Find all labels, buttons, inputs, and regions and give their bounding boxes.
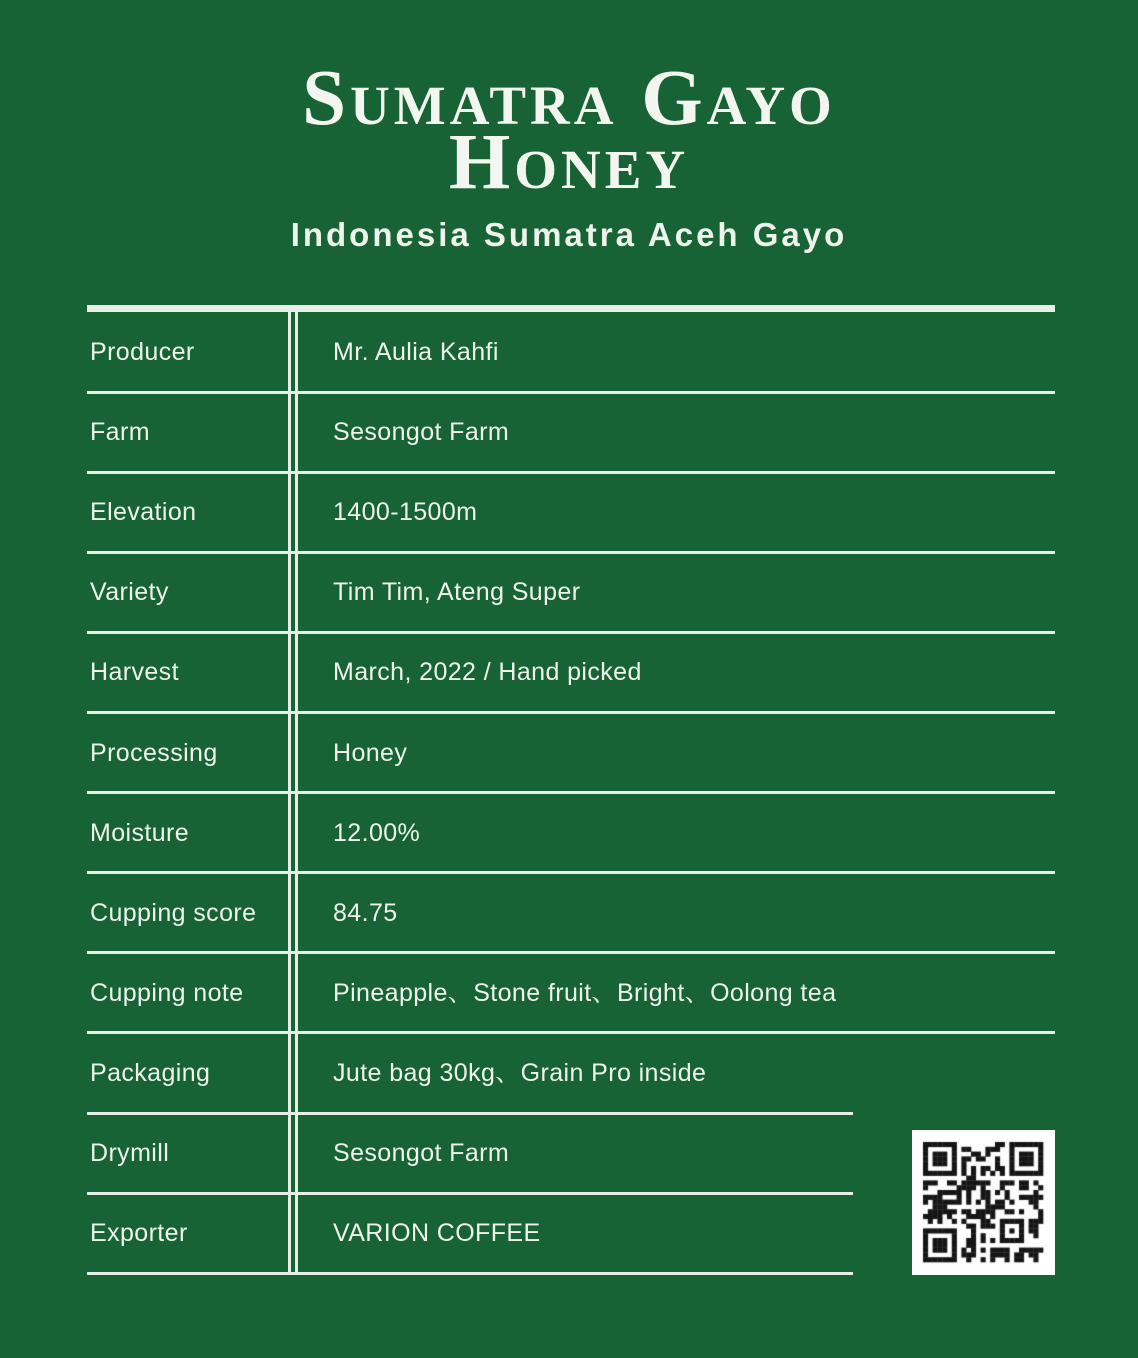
row-value: Mr. Aulia Kahfi: [333, 338, 499, 366]
page-subtitle: Indonesia Sumatra Aceh Gayo: [290, 216, 848, 253]
row-label: Cupping score: [90, 899, 257, 927]
row-label: Cupping note: [90, 979, 244, 1007]
page-title-line1: Sumatra Gayo: [302, 55, 836, 142]
row-label: Elevation: [90, 498, 197, 526]
row-value: Honey: [333, 739, 408, 767]
table-row: [0, 953, 1138, 1033]
row-label: Harvest: [90, 658, 179, 686]
row-value: Tim Tim, Ateng Super: [333, 578, 581, 606]
row-value: VARION COFFEE: [333, 1219, 541, 1247]
row-label: Drymill: [90, 1139, 170, 1167]
table-row: [0, 552, 1138, 632]
table-row: [0, 472, 1138, 552]
table-row: [0, 713, 1138, 793]
table-row: [0, 392, 1138, 472]
row-value: Sesongot Farm: [333, 418, 510, 446]
row-value: 84.75: [333, 899, 398, 927]
row-label: Moisture: [90, 819, 190, 847]
qr-code-icon: [912, 1130, 1055, 1275]
row-value: Jute bag 30kg、Grain Pro inside: [333, 1059, 707, 1087]
row-separator: [87, 1272, 853, 1275]
row-value: March, 2022 / Hand picked: [333, 658, 642, 686]
row-label: Packaging: [90, 1059, 211, 1087]
table-row: [0, 312, 1138, 392]
table-top-border: [87, 305, 1055, 312]
row-label: Farm: [90, 418, 150, 446]
row-label: Variety: [90, 578, 169, 606]
table-row: [0, 1033, 1138, 1113]
table-row: [0, 873, 1138, 953]
row-label: Producer: [90, 338, 195, 366]
page-title-line2: Honey: [448, 119, 690, 206]
row-value: Pineapple、Stone fruit、Bright、Oolong tea: [333, 979, 837, 1007]
row-label: Processing: [90, 739, 218, 767]
row-value: Sesongot Farm: [333, 1139, 510, 1167]
row-label: Exporter: [90, 1219, 188, 1247]
row-value: 1400-1500m: [333, 498, 478, 526]
table-row: [0, 632, 1138, 712]
table-row: [0, 793, 1138, 873]
row-value: 12.00%: [333, 819, 421, 847]
